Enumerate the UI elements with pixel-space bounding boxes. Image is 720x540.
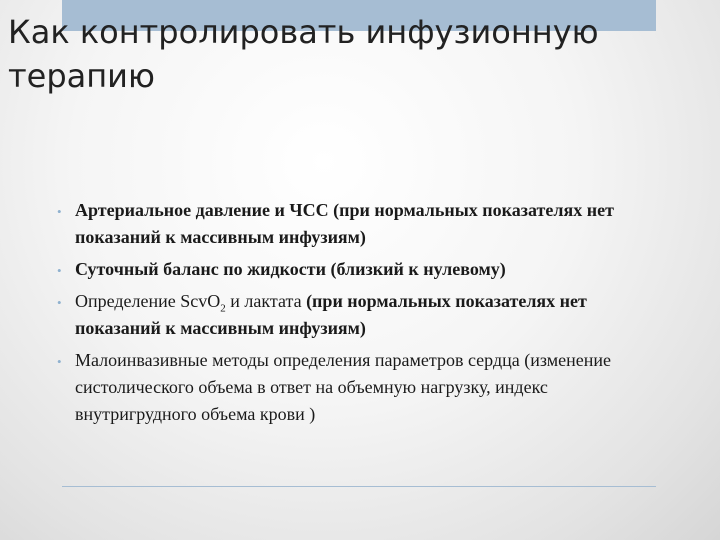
bullet-text-part: Определение Scv bbox=[75, 291, 208, 311]
bottom-divider bbox=[62, 486, 656, 487]
bullet-text: Суточный баланс по жидкости (близкий к нулевому) bbox=[75, 259, 506, 279]
bullet-list bbox=[54, 197, 634, 433]
bullet-marker-icon: • bbox=[57, 295, 62, 310]
bullet-marker-icon: • bbox=[57, 354, 62, 369]
bullet-text-part: O bbox=[207, 291, 221, 311]
bullet-item-fluid-balance bbox=[54, 256, 634, 283]
bullet-text-part: и лактата bbox=[225, 291, 307, 311]
bullet-text-bold: (при нормальных показателях нет показаний к массивным инфузиям) bbox=[75, 291, 587, 338]
bullet-item-minimally-invasive bbox=[54, 347, 634, 428]
bullet-item-scvo2-lactate bbox=[54, 288, 634, 342]
bullet-text: Артериальное давление и ЧСС (при нормальных показателях нет показаний к массивным инфузиям) bbox=[75, 200, 614, 247]
bullet-item-blood-pressure bbox=[54, 197, 634, 251]
bullet-marker-icon: • bbox=[57, 263, 62, 278]
bullet-marker-icon: • bbox=[57, 204, 62, 219]
bullet-text: Малоинвазивные методы определения параметров сердца (изменение систолического объема в ответ на объемную нагрузку, индекс внутригрудного объема крови ) bbox=[75, 350, 611, 424]
subscript-2: 2 bbox=[220, 302, 226, 315]
slide-title: Как контролировать инфузионную терапию bbox=[8, 13, 599, 95]
